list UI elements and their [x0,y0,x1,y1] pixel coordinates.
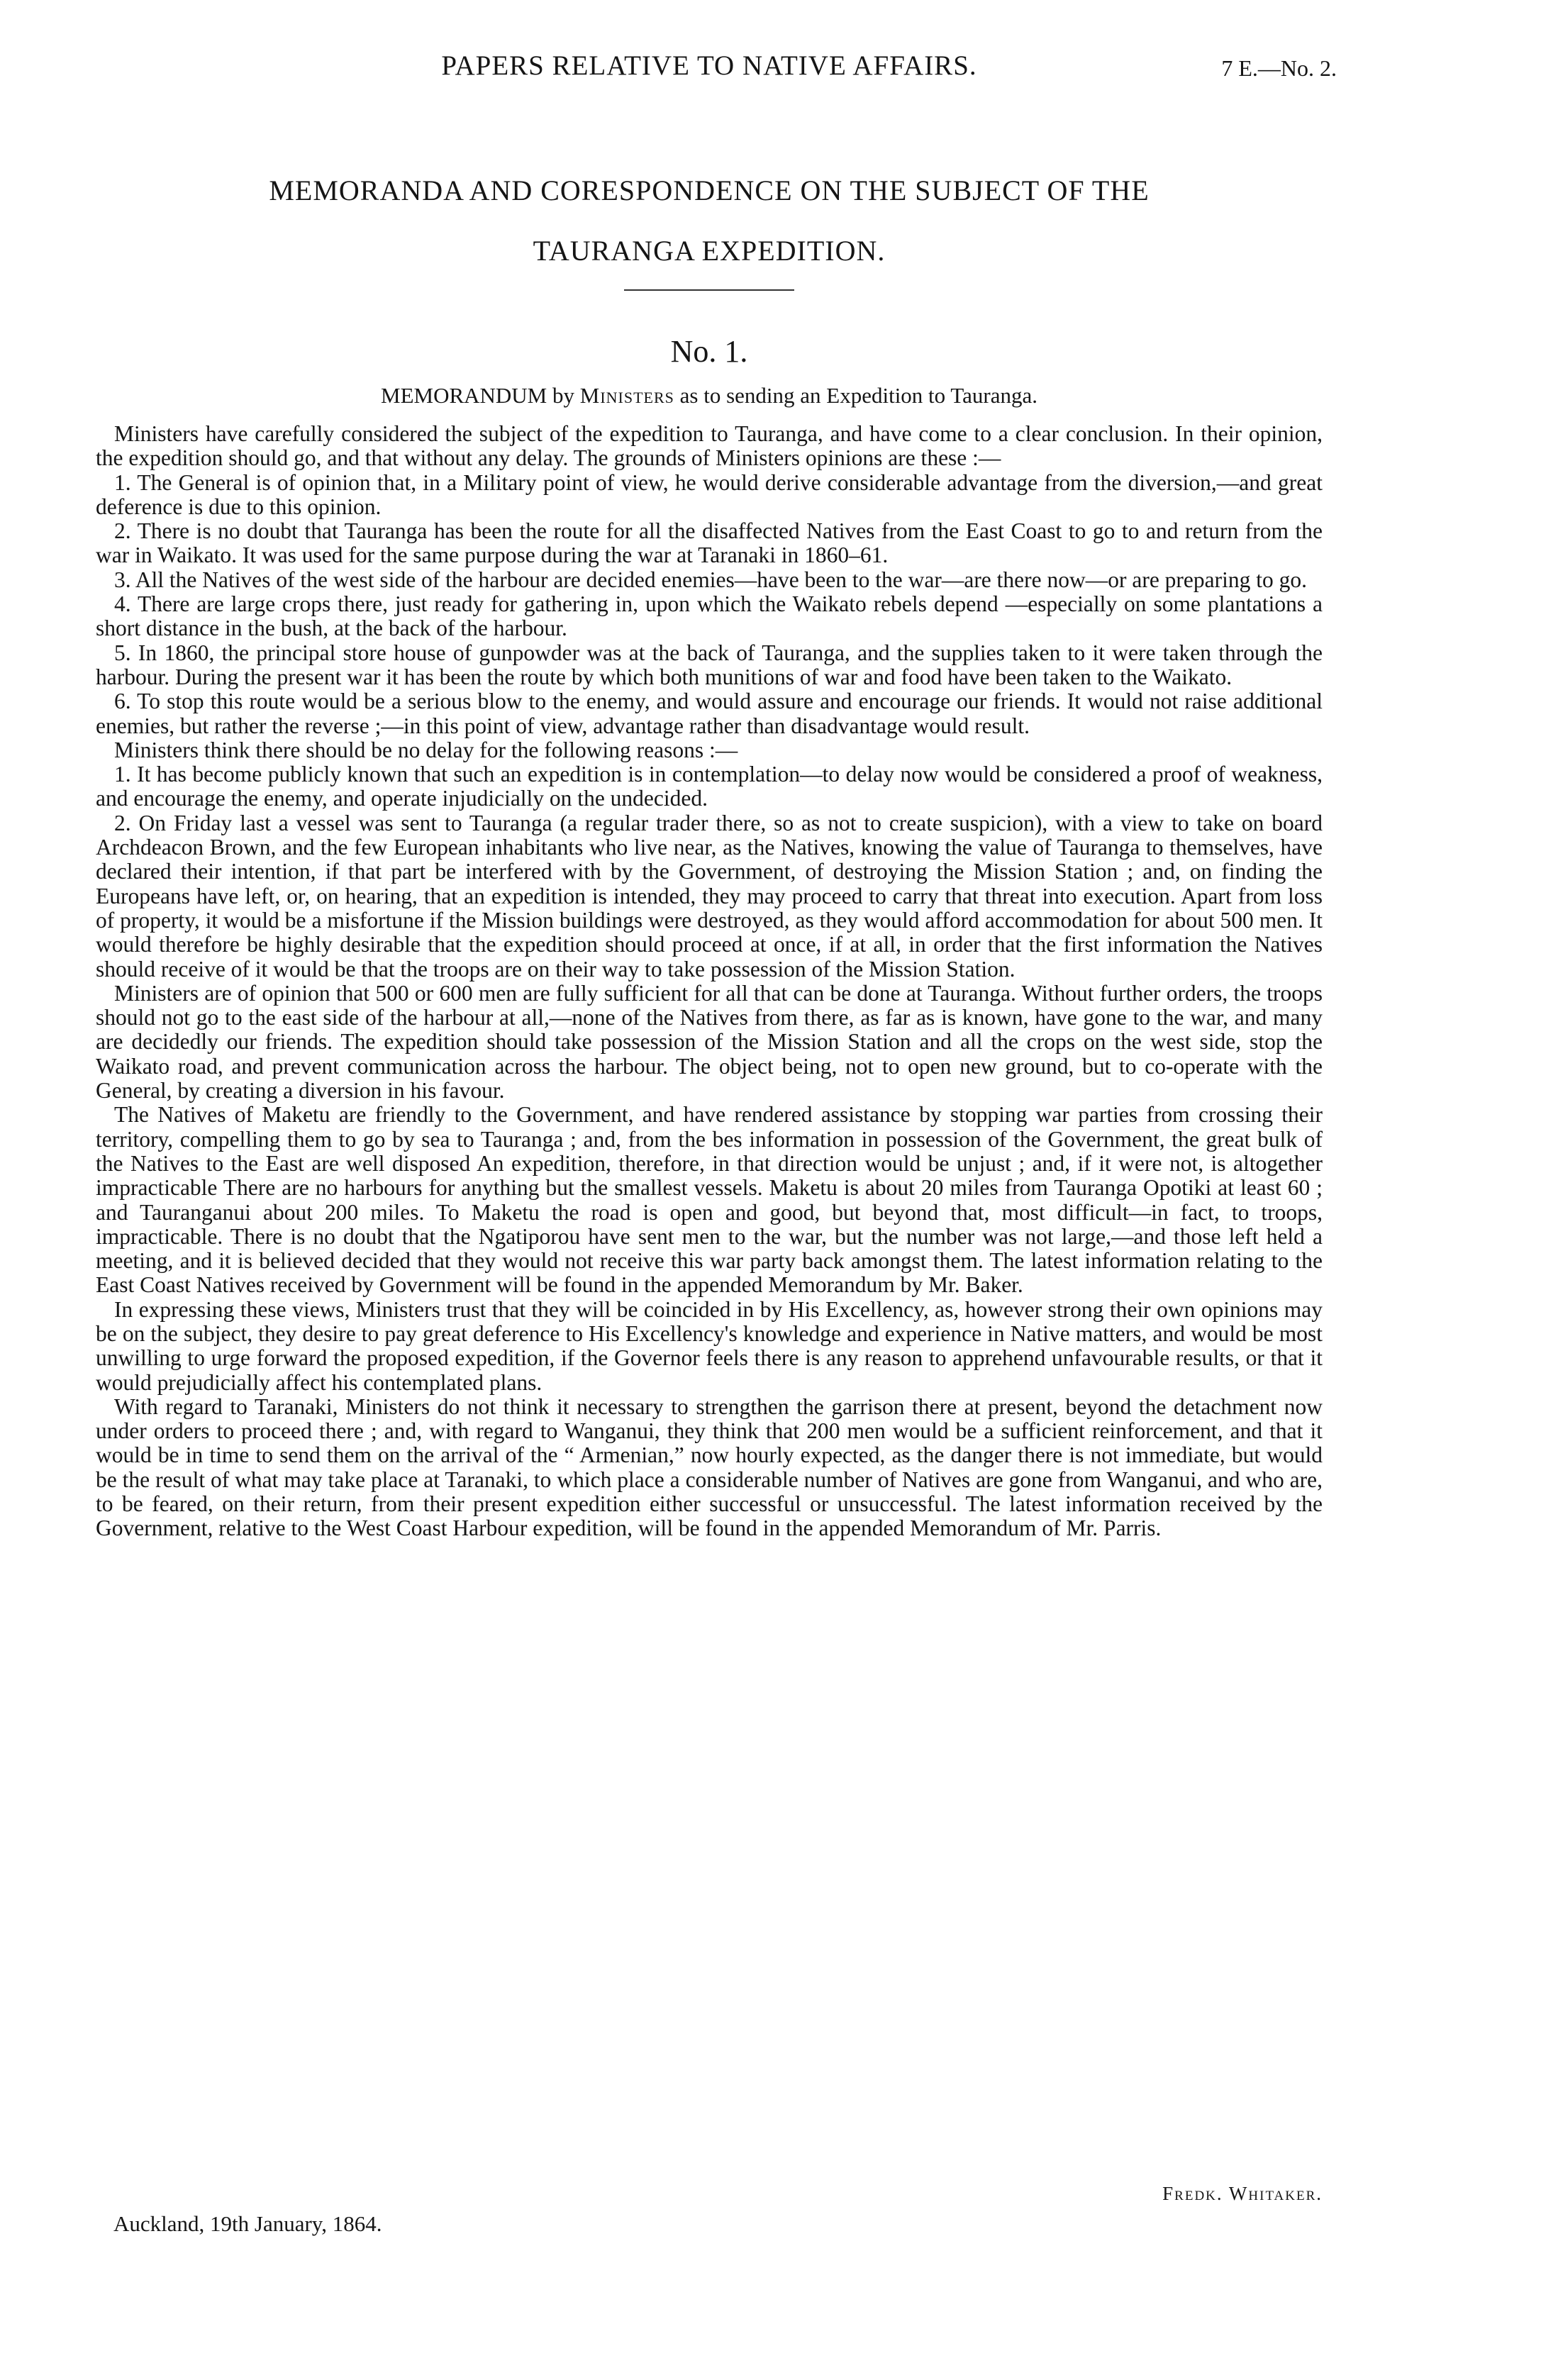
memorandum-heading-prefix: MEMORANDUM [381,383,547,408]
paragraph: 2. There is no doubt that Tauranga has been the route for all the disaffected Natives from the East Coast to go to and return from the war in Waikato. It was used for the same purpose during the war at Taranaki in 1860–61. [96,518,1323,568]
paragraph: In expressing these views, Ministers trust that they will be coincided in by His Excellency, as, however strong their own opinions may be on the subject, they desire to pay great deference to His Excellency's knowledge and experience in Native matters, and would be most unwilling to urge forward the proposed expedition, if the Governor feels there is any reason to apprehend unfavourable results, or that it would prejudicially affect his contemplated plans. [96,1296,1323,1395]
paragraph: With regard to Taranaki, Ministers do not think it necessary to strengthen the garrison there at present, beyond the detachment now under orders to proceed there ; and, with regard to Wanganui, they think that 200 men would be a sufficient reinforcement, and that it would be in time to send them on the arrival of the “ Armenian,” now hourly expected, as the danger there is not immediate, but would be the result of what may take place at Taranaki, to which place a considerable number of Natives are gone from Wanganui, and who are, to be feared, on their return, from their present expedition either successful or unsuccessful. The latest information received by the Government, relative to the West Coast Harbour expedition, will be found in the appended Memorandum of Mr. Parris. [96,1394,1323,1541]
paragraph: 4. There are large crops there, just ready for gathering in, upon which the Waikato rebels depend —especially on some plantations a short distance in the bush, at the back of the harbour. [96,591,1323,641]
memorandum-heading [96,383,1323,408]
paragraph: 1. The General is of opinion that, in a Military point of view, he would derive considerable advantage from the diversion,—and great deference is due to this opinion. [96,469,1323,519]
paragraph: 1. It has become publicly known that such an expedition is in contemplation—to delay now would be considered a proof of weakness, and encourage the enemy, and operate injudicially on the undecided. [96,762,1323,811]
memorandum-heading-author: Ministers [579,383,674,408]
paragraph: 6. To stop this route would be a serious blow to the enemy, and would assure and encourage our friends. It would not raise additional enemies, but rather the reverse ;—in this point of view, advantage rather than disadvantage would result. [96,689,1323,738]
main-title-line-1: MEMORANDA AND CORESPONDENCE ON THE SUBJECT OF THE [269,174,1150,206]
title-divider [624,289,794,291]
page-reference: 7 E.—No. 2. [1221,55,1337,81]
paragraph: 3. All the Natives of the west side of the harbour are decided enemies—have been to the war—are there now—or are preparing to go. [114,567,1308,592]
running-header [96,50,1337,92]
paragraph: Ministers are of opinion that 500 or 600 men are fully sufficient for all that can be done at Tauranga. Without further orders, the troops should not go to the east side of the harbour at all,—none of the Natives from there, as far as is known, have gone to the war, and many are decidedly our friends. The expedition should take possession of the Mission Station and all the crops on the west side, stop the Waikato road, and prevent communication across the harbour. The object being, not to open new ground, but to co-operate with the General, by creating a diversion in his favour. [96,980,1323,1103]
memorandum-heading-by: by [552,383,574,408]
memorandum-heading-suffix: as to sending an Expedition to Tauranga. [679,383,1037,408]
main-title-line-2: TAURANGA EXPEDITION. [533,235,886,267]
date-line: Auckland, 19th January, 1864. [113,2211,382,2236]
paragraph: Ministers have carefully considered the subject of the expedition to Tauranga, and have come to a clear conclusion. In their opinion, the expedition should go, and that without any delay. The grounds of Ministers opinions are these :— [96,421,1323,471]
paragraph: 2. On Friday last a vessel was sent to Tauranga (a regular trader there, so as not to create suspicion), with a view to take on board Archdeacon Brown, and the few European inhabitants who live near, as the Natives, knowing the value of Tauranga to themselves, have declared their intention, if that part be interfered with by the Government, of destroying the Mission Station ; and, on finding the Europeans have left, or, on hearing, that an expedition is intended, they may proceed to carry that threat into execution. Apart from loss of property, it would be a misfortune if the Mission buildings were destroyed, as they would afford accommodation for about 500 men. It would therefore be highly desirable that the expedition should proceed at once, if at all, in order that the first information the Natives should receive of it would be that the troops are on their way to take possession of the Mission Station. [96,810,1323,982]
memorandum-body [96,422,1323,1541]
paragraph: Ministers think there should be no delay for the following reasons :— [114,737,738,762]
main-title [96,160,1323,281]
signature: Fredk. Whitaker. [1162,2183,1323,2204]
paragraph: 5. In 1860, the principal store house of gunpowder was at the back of Tauranga, and the supplies taken to it were taken through the harbour. During the present war it has been the route by which both munitions of war and food have been taken to the Waikato. [96,640,1323,689]
document-number: No. 1. [670,334,748,369]
running-title: PAPERS RELATIVE TO NATIVE AFFAIRS. [441,50,977,81]
paragraph: The Natives of Maketu are friendly to the Government, and have rendered assistance by stopping war parties from crossing their territory, compelling them to go by sea to Tauranga ; and, from the bes information in possession of the Government, the great bulk of the Natives to the East are well disposed An expedition, therefore, in that direction would be unjust ; and, if it were not, is altogether impracticable There are no harbours for anything but the smallest vessels. Maketu is about 20 miles from Tauranga Opotiki at least 60 ; and Tauranganui about 200 miles. To Maketu the road is open and good, but beyond that, most difficult—in fact, to troops, impracticable. There is no doubt that the Ngatiporou have sent men to the war, but the number was not large,—and those left held a meeting, and it is believed decided that they would not receive this war party back amongst them. The latest information relating to the East Coast Natives received by Government will be found in the appended Memorandum by Mr. Baker. [96,1102,1323,1298]
